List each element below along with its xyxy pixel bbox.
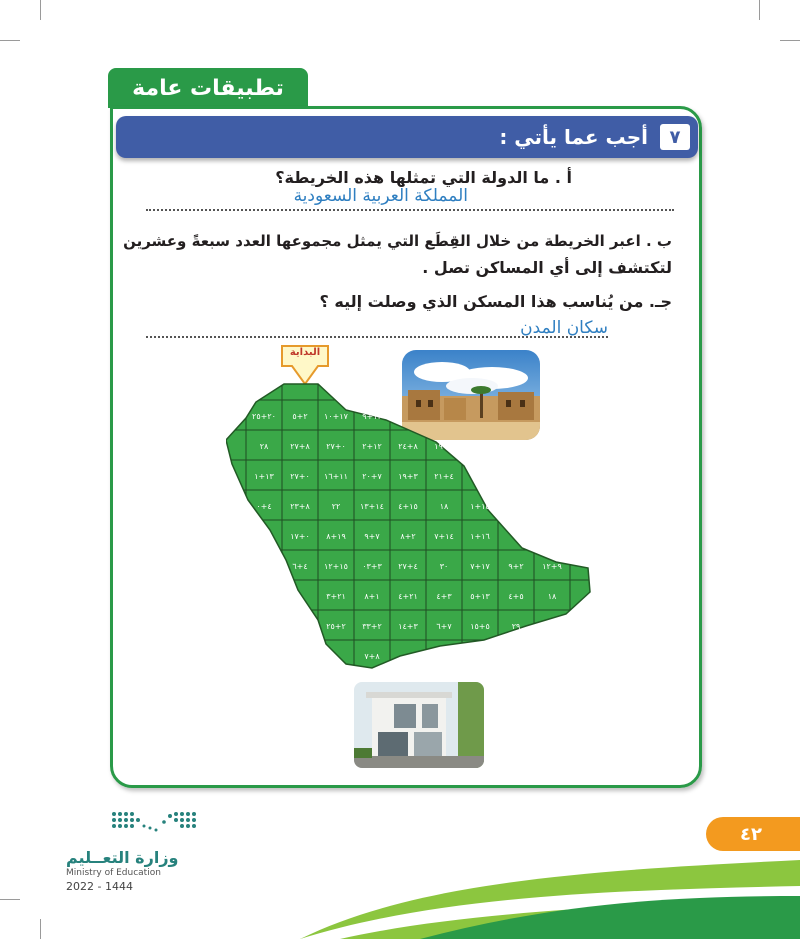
item-b-line1: ب . اعبر الخريطة من خلال القِطَع التي يمثل مجموعها العدد سبعةً وعشرين	[123, 232, 672, 250]
puzzle-piece-label[interactable]: ٨+٢٤	[398, 442, 418, 451]
saudi-puzzle-map	[226, 380, 596, 680]
puzzle-piece-label[interactable]: ٤+٢٧	[398, 562, 418, 571]
puzzle-piece-label[interactable]: ١٧+٧	[470, 562, 490, 571]
answer-line-c	[146, 336, 608, 338]
puzzle-piece-label[interactable]: ١٧+١٠	[324, 412, 348, 421]
puzzle-piece-label[interactable]: ٥+٤	[508, 592, 524, 601]
puzzle-piece-label[interactable]: ٠+١٧	[290, 532, 310, 541]
puzzle-piece-label[interactable]: ٢+٢٥	[326, 622, 346, 631]
puzzle-piece-label[interactable]: ٧+٦	[436, 622, 452, 631]
answer-line-a	[146, 209, 674, 211]
puzzle-piece-label[interactable]: ٣+٤	[436, 592, 452, 601]
puzzle-piece-label[interactable]: ٢٢	[331, 502, 341, 511]
crop-mark	[40, 0, 41, 20]
puzzle-piece-label[interactable]: ٣+١٤	[398, 622, 418, 631]
puzzle-piece-label[interactable]: ٢٠+٢٥	[252, 412, 276, 421]
item-b-line2: لتكتشف إلى أي المساكن تصل .	[422, 258, 672, 277]
puzzle-piece-label[interactable]: ٣+١٩	[398, 472, 418, 481]
crop-mark	[759, 0, 760, 20]
crop-mark	[780, 40, 800, 41]
puzzle-piece-label[interactable]: ١٩+٨	[326, 532, 346, 541]
puzzle-piece-label[interactable]: ٢+٩	[508, 562, 524, 571]
puzzle-piece-label[interactable]: ١٢+٢	[362, 442, 382, 451]
puzzle-piece-label[interactable]: ١٨	[547, 592, 557, 601]
modern-house-photo	[354, 682, 484, 768]
puzzle-piece-label[interactable]: ٢+٨	[400, 532, 416, 541]
crop-mark	[40, 919, 41, 939]
puzzle-piece-label[interactable]: ٥+١٥	[470, 622, 490, 631]
item-c: جـ. من يُناسب هذا المسكن الذي وصلت إليه ؟	[319, 292, 672, 311]
puzzle-piece-label[interactable]: ٨+٧	[364, 652, 380, 661]
puzzle-piece-label[interactable]: ١٢+٩	[362, 412, 382, 421]
answer-a[interactable]: المملكة العربية السعودية	[293, 186, 468, 206]
ministry-name-arabic: وزارة التعــليم	[66, 848, 179, 867]
page-number: ٤٢	[706, 817, 800, 851]
decorative-swoosh	[300, 840, 800, 939]
puzzle-piece-label[interactable]: ٢١+٣	[326, 592, 346, 601]
question-header	[116, 116, 698, 158]
edition-year: 2022 - 1444	[66, 880, 133, 893]
puzzle-piece-label[interactable]: ٨+١٩	[434, 442, 454, 451]
puzzle-piece-label[interactable]: ٠+٢٧	[326, 442, 346, 451]
puzzle-piece-label[interactable]: ٨+٢٧	[290, 442, 310, 451]
puzzle-piece-label[interactable]: ٤+٢١	[434, 472, 454, 481]
puzzle-piece-label[interactable]: ١٥+١	[470, 502, 490, 511]
puzzle-piece-label[interactable]: ٢١+٤	[398, 592, 418, 601]
puzzle-piece-label[interactable]: ٢٨	[259, 442, 269, 451]
puzzle-piece-label[interactable]: ٢٩	[511, 622, 521, 631]
puzzle-piece-label[interactable]: ٣+٠٣	[362, 562, 382, 571]
puzzle-piece-label[interactable]: ١٥+٤	[398, 502, 418, 511]
puzzle-piece-label[interactable]: ٧+٩	[364, 532, 380, 541]
puzzle-piece-label[interactable]: ٤+٦	[292, 562, 308, 571]
item-a: أ . ما الدولة التي تمثلها هذه الخريطة؟	[275, 168, 572, 187]
puzzle-piece-label[interactable]: ١٨	[439, 502, 449, 511]
puzzle-piece-label[interactable]: ٣٠	[439, 562, 449, 571]
question-number: ٧	[660, 124, 690, 150]
section-tab: تطبيقات عامة	[108, 68, 308, 108]
ministry-name-english: Ministry of Education	[66, 868, 161, 878]
question-title: أجب عما يأتي :	[499, 125, 648, 149]
puzzle-piece-label[interactable]: ٩+١٢	[542, 562, 562, 571]
puzzle-piece-label[interactable]: ٧+٢٠	[362, 472, 382, 481]
puzzle-piece-label[interactable]: ٤+٠	[256, 502, 272, 511]
answer-c[interactable]: سكان المدن	[520, 318, 608, 338]
puzzle-piece-label[interactable]: ٠+٢٧	[290, 472, 310, 481]
start-label: البداية	[289, 347, 321, 358]
crop-mark	[0, 40, 20, 41]
ministry-logo-icon	[110, 808, 202, 838]
puzzle-piece-label[interactable]: ١٣+١	[254, 472, 274, 481]
puzzle-piece-label[interactable]: ٢+٥	[292, 412, 308, 421]
puzzle-piece-label[interactable]: ١٤+١٣	[360, 502, 384, 511]
puzzle-piece-label[interactable]: ١١+١٦	[324, 472, 348, 481]
crop-mark	[0, 899, 20, 900]
puzzle-piece-label[interactable]: ١٣+٥	[470, 592, 490, 601]
puzzle-piece-label[interactable]: ١+٨	[364, 592, 380, 601]
puzzle-piece-label[interactable]: ١٦+١	[470, 532, 490, 541]
puzzle-piece-label[interactable]: ١٤+٧	[434, 532, 454, 541]
puzzle-piece-label[interactable]: ١٥+١٢	[324, 562, 348, 571]
puzzle-piece-label[interactable]: ٨+٢٣	[290, 502, 310, 511]
puzzle-piece-label[interactable]: ٢+٣٣	[362, 622, 382, 631]
